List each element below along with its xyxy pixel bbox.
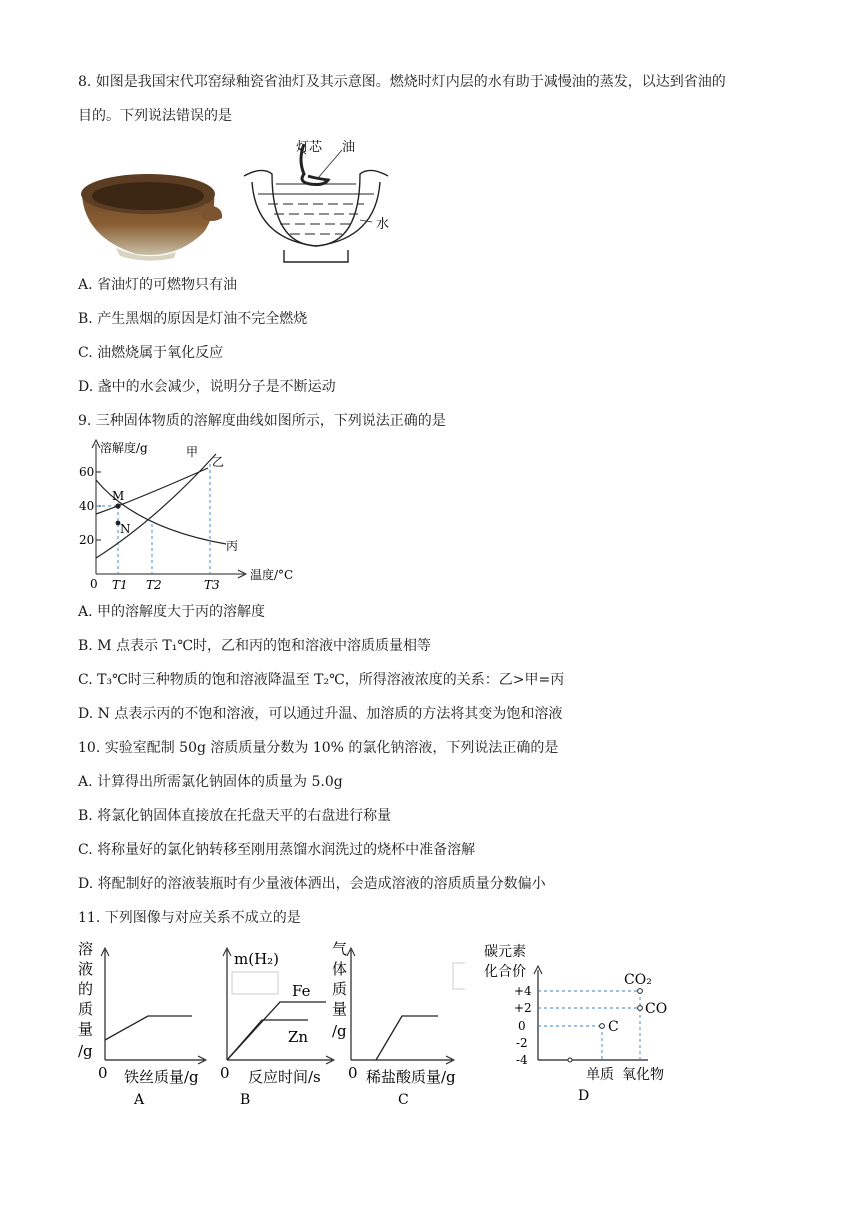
q8-option-a: A. 省油灯的可燃物只有油 [78, 277, 238, 293]
graph-b [216, 938, 340, 1108]
graph-b-series-fe: Fe [292, 982, 311, 1000]
q9-option-a: A. 甲的溶解度大于丙的溶解度 [78, 604, 266, 620]
point-m: M [112, 489, 125, 503]
y-tick-20: 20 [79, 533, 95, 547]
oil-label: 油 [342, 140, 356, 155]
graph-d-ylabel-1: 化合价 [484, 964, 526, 980]
graph-c-ylabel-0: 气 [332, 940, 348, 958]
q8-stem-line1: 8. 如图是我国宋代邛窑绿釉瓷省油灯及其示意图。燃烧时灯内层的水有助于减慢油的蒸发，以达到省油的 [78, 74, 726, 90]
q9-stem: 9. 三种固体物质的溶解度曲线如图所示，下列说法正确的是 [78, 413, 446, 429]
graph-b-caption: B [240, 1092, 251, 1108]
q8-option-c: C. 油燃烧属于氧化反应 [78, 345, 224, 361]
q9-option-d: D. N 点表示丙的不饱和溶液，可以通过升温、加溶质的方法将其变为饱和溶液 [78, 706, 563, 722]
q10-option-c: C. 将称量好的氯化钠转移至刚用蒸馏水润洗过的烧杯中准备溶解 [78, 842, 476, 858]
curve-yi: 乙 [212, 455, 225, 469]
curve-bing: 丙 [226, 539, 239, 553]
graph-c-origin: 0 [348, 1064, 358, 1082]
graph-b-series-zn: Zn [288, 1028, 309, 1046]
graph-d-xtick-oxide: 氧化物 [622, 1067, 664, 1083]
chart-xlabel: 温度/°C [250, 568, 294, 582]
graph-a-ylabel-3: 质 [78, 1000, 94, 1018]
q10-option-d: D. 将配制好的溶液装瓶时有少量液体洒出，会造成溶液的溶质质量分数偏小 [78, 876, 546, 892]
chart-ylabel: 溶解度/g [100, 441, 148, 455]
graph-a-ylabel-2: 的 [78, 980, 94, 998]
q10-stem: 10. 实验室配制 50g 溶质质量分数为 10% 的氯化钠溶液，下列说法正确的是 [78, 740, 559, 756]
graph-a-origin: 0 [98, 1064, 108, 1082]
lamp-photo [76, 166, 224, 264]
graph-a-ylabel-5: /g [78, 1042, 93, 1060]
wick-label: 灯芯 [296, 140, 323, 155]
x-tick-t3: T3 [204, 578, 220, 592]
frame-fragment [452, 962, 466, 990]
point-n: N [120, 522, 131, 536]
graph-c-caption: C [398, 1092, 409, 1108]
chart-origin: 0 [90, 577, 98, 591]
curve-jia: 甲 [186, 445, 199, 459]
graph-b-ylabel: m(H₂) [234, 950, 280, 968]
q8-stem-line2: 目的。下列说法错误的是 [78, 108, 232, 124]
graph-d-point-co2: CO₂ [624, 972, 652, 988]
graph-d-xtick-element: 单质 [586, 1067, 614, 1083]
graph-d-ytick-m2: -2 [516, 1036, 528, 1050]
graph-c-ylabel-3: 量 [332, 1000, 348, 1018]
graph-c [330, 938, 470, 1108]
q11-stem: 11. 下列图像与对应关系不成立的是 [78, 910, 301, 926]
graph-d-ytick-m4: -4 [516, 1053, 528, 1067]
graph-d-point-co: CO [645, 1001, 668, 1017]
graph-d-ytick-p4: +4 [514, 984, 532, 998]
y-tick-40: 40 [79, 499, 95, 513]
graph-c-ylabel-2: 质 [332, 980, 348, 998]
graph-a-ylabel-4: 量 [78, 1020, 94, 1038]
graph-d [480, 940, 680, 1108]
graph-d-ytick-0: 0 [518, 1019, 526, 1033]
graph-d-point-c: C [608, 1019, 619, 1035]
q9-option-b: B. M 点表示 T₁℃时，乙和丙的饱和溶液中溶质质量相等 [78, 638, 432, 654]
q8-option-d: D. 盏中的水会减少，说明分子是不断运动 [78, 379, 336, 395]
graph-c-ylabel-4: /g [332, 1022, 347, 1040]
q9-option-c: C. T₃℃时三种物质的饱和溶液降温至 T₂℃，所得溶液浓度的关系：乙>甲=丙 [78, 672, 565, 688]
lamp-diagram [232, 134, 402, 264]
graph-d-caption: D [578, 1088, 590, 1104]
graph-a-ylabel-0: 溶 [78, 940, 94, 958]
graph-c-xlabel: 稀盐酸质量/g [366, 1068, 456, 1086]
q8-option-b: B. 产生黑烟的原因是灯油不完全燃烧 [78, 311, 308, 327]
graph-a-ylabel-1: 液 [78, 960, 94, 978]
graph-c-ylabel-1: 体 [332, 960, 348, 978]
water-label: 水 [376, 217, 390, 232]
graph-a-xlabel: 铁丝质量/g [124, 1068, 199, 1086]
x-tick-t1: T1 [112, 578, 128, 592]
graph-a-caption: A [134, 1092, 145, 1108]
solubility-chart [76, 436, 316, 594]
x-tick-t2: T2 [146, 578, 162, 592]
graph-a [76, 938, 216, 1108]
y-tick-60: 60 [79, 465, 95, 479]
q10-option-a: A. 计算得出所需氯化钠固体的质量为 5.0g [78, 774, 343, 790]
graph-b-xlabel: 反应时间/s [248, 1068, 321, 1086]
graph-d-ylabel-0: 碳元素 [484, 944, 526, 960]
q10-option-b: B. 将氯化钠固体直接放在托盘天平的右盘进行称量 [78, 808, 392, 824]
graph-d-ytick-p2: +2 [514, 1001, 532, 1015]
graph-b-origin: 0 [220, 1064, 230, 1082]
